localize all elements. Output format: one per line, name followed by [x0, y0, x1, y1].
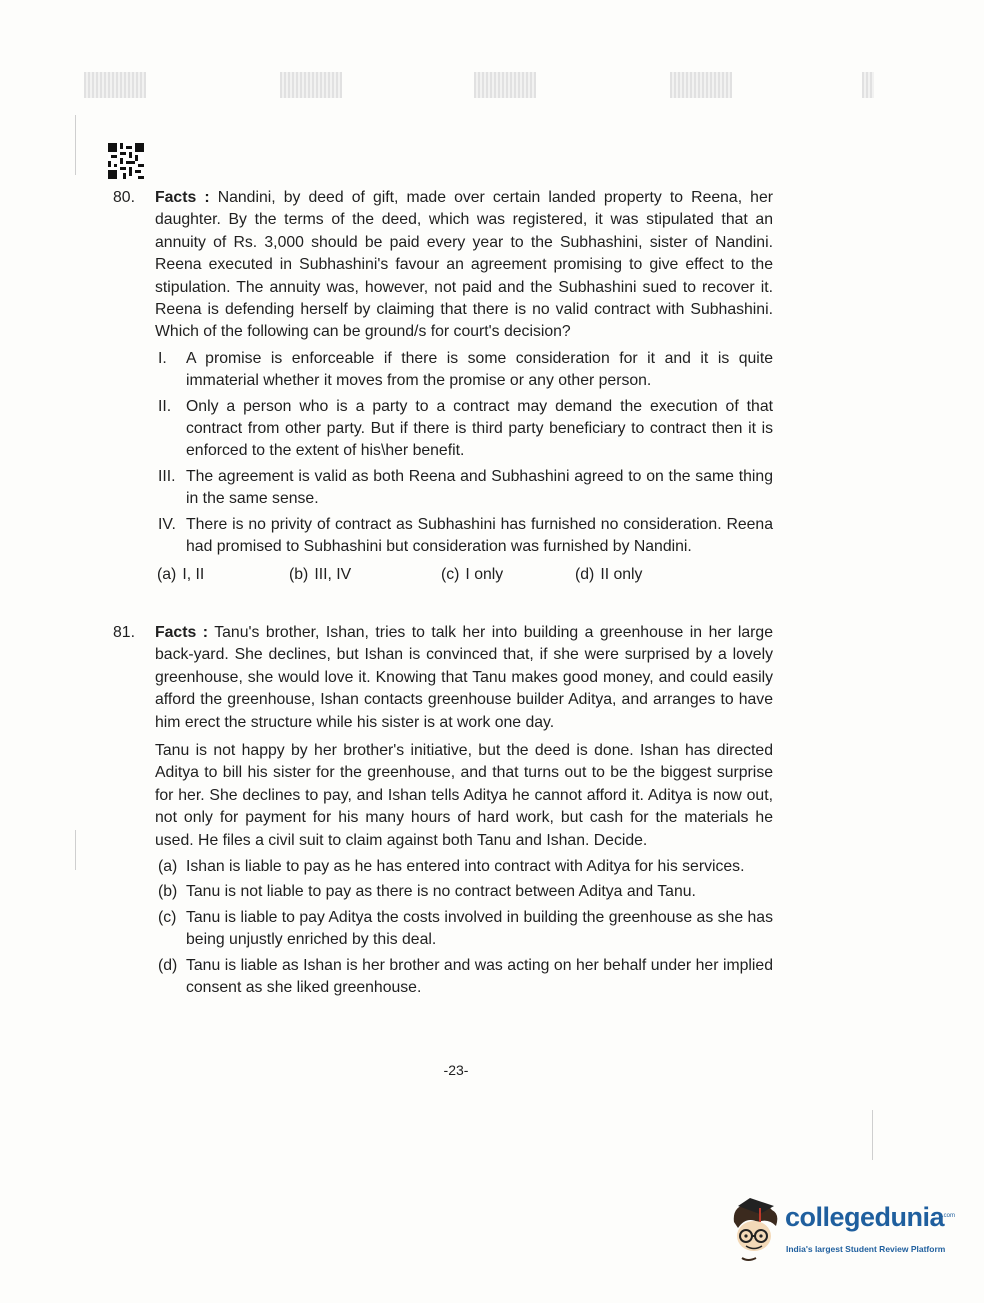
scan-artifact: [280, 72, 342, 98]
statement-item: [155, 348, 773, 393]
facts-paragraph: [155, 187, 773, 344]
logo-suffix: .com: [942, 1213, 956, 1219]
facts-paragraph-2: Tanu is not happy by her brother's initiative, but the deed is done. Ishan has directed Aditya to bill his sister for the greenhouse, and that turns out to be the biggest surprise for her. She declines to pay, and Ishan tells Aditya he cannot afford it. Aditya is now out, not only for payment for his many hours of hard work, but cash for the materials he used. He files a civil suit to claim against both Tanu and Ishan. Decide.: [155, 742, 773, 849]
option-text: Tanu is not liable to pay as there is no contract between Aditya and Tanu.: [186, 883, 696, 901]
qr-code-icon: [108, 143, 144, 179]
facts-paragraph: [155, 622, 773, 734]
logo-name: collegedunia: [785, 1202, 945, 1232]
scan-artifact: [670, 72, 732, 98]
facts-text: Tanu's brother, Ishan, tries to talk her into building a greenhouse in her large back-yard. She declines, but Ishan is convinced that, if she were surprised by a lovely greenhouse, she would love it. Knowing that Tanu makes good money, and could easily afford the greenhouse, Ishan contacts greenhouse builder Aditya, and arranges to have him erect the structure while his sister is at work one day.: [155, 624, 774, 731]
statement-text: A promise is enforceable if there is some consideration for it and it is quite immaterial whether it moves from the promise or any other person.: [186, 349, 773, 390]
scan-edge-line: [75, 115, 76, 175]
facts-label: Facts :: [155, 624, 209, 641]
answer-option-a: (a) I, II: [157, 565, 205, 583]
option-text: Tanu is liable as Ishan is her brother and was acting on her behalf under her implied consent as she liked greenhouse.: [186, 956, 773, 997]
statement-text: The agreement is valid as both Reena and Subhashini agreed to on the same thing in the same sense.: [186, 467, 773, 508]
scan-artifact: [84, 72, 146, 98]
statement-number: III.: [158, 467, 176, 485]
facts-label: Facts :: [155, 189, 210, 206]
statement-text: Only a person who is a party to a contract may demand the execution of that contract from other party. But if there is third party beneficiary to contract then it is enforced to the extent of his\her benefit.: [186, 397, 773, 460]
statement-number: II.: [158, 397, 172, 415]
scan-edge-line: [872, 1110, 873, 1160]
option-item-c: [155, 907, 773, 952]
statement-item: [155, 466, 773, 511]
facts-text: Nandini, by deed of gift, made over certain landed property to Reena, her daughter. By the terms of the deed, which was registered, it was stipulated that an annuity of Rs. 3,000 should be paid every year to the Subhashini, sister of Nandini. Reena executed in Subhashini's favour an agreement promising to give effect to the stipulation. The annuity was, however, not paid and the Subhashini sued to recover it. Reena is defending herself by claiming that there is no valid contract with Subhashini. Which of the following can be ground/s for court's decision?: [155, 189, 774, 341]
statement-text: There is no privity of contract as Subhashini has furnished no consideration. Reena had promised to Subhashini but consideration was furnished by Nandini.: [186, 515, 773, 556]
answer-option-b: (b) III, IV: [289, 565, 352, 583]
statement-number: I.: [158, 349, 167, 367]
option-text: Ishan is liable to pay as he has entered into contract with Aditya for his services.: [186, 858, 745, 876]
scan-edge-line: [75, 830, 76, 870]
option-item-d: [155, 955, 773, 1000]
statement-item: [155, 396, 773, 463]
option-label: (d): [158, 956, 178, 974]
question-80: [113, 187, 773, 586]
statement-item: [155, 514, 773, 559]
option-label: (b): [158, 883, 178, 901]
logo-tagline: India's largest Student Review Platform: [786, 1244, 946, 1254]
option-label: (c): [158, 908, 177, 926]
statement-number: IV.: [158, 515, 176, 533]
question-number: 80.: [113, 189, 135, 206]
answer-options: [155, 564, 773, 586]
page-number: -23-: [443, 1062, 469, 1078]
answer-option-d: (d) II only: [575, 565, 643, 583]
scan-artifact: [474, 72, 536, 98]
option-item-b: [155, 881, 773, 903]
statement-list: [155, 348, 773, 559]
scan-artifact: [862, 72, 874, 98]
question-81: [113, 622, 773, 1000]
option-text: Tanu is liable to pay Aditya the costs involved in building the greenhouse as she has being unjustly enriched by this deal.: [186, 908, 773, 949]
mascot-icon: [728, 1196, 784, 1262]
option-list: [155, 856, 773, 999]
collegedunia-logo: [728, 1196, 958, 1268]
question-number: 81.: [113, 624, 135, 641]
option-label: (a): [158, 858, 178, 876]
option-item-a: [155, 856, 773, 878]
answer-option-c: (c) I only: [441, 565, 504, 583]
